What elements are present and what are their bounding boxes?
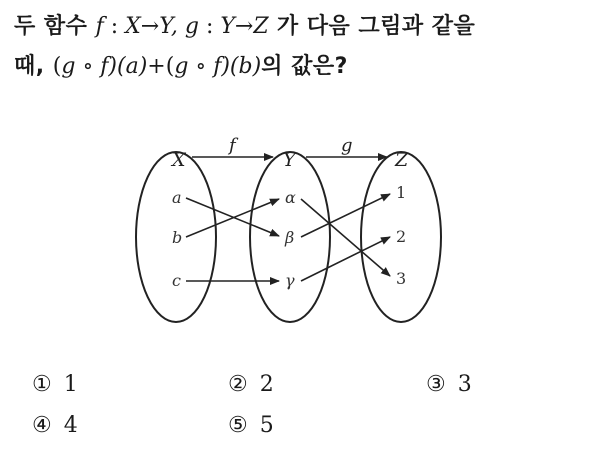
element-beta: β xyxy=(285,228,295,247)
choice-5[interactable] xyxy=(228,413,274,438)
colon: : xyxy=(103,14,126,39)
question-text: 가 다음 그림과 같을 xyxy=(268,14,476,39)
question-text: 때, xyxy=(14,54,53,79)
choice-mark: ① xyxy=(32,372,52,397)
composite-g: g xyxy=(174,54,189,79)
paren: ( xyxy=(165,54,175,79)
composite-g: g xyxy=(61,54,76,79)
choice-2[interactable] xyxy=(228,372,274,397)
g-arrow-alpha-to-3 xyxy=(301,199,390,276)
choice-mark: ③ xyxy=(426,372,446,397)
composite-f: f xyxy=(100,54,109,79)
compose-operator: ∘ xyxy=(75,54,101,79)
plus-sign: + xyxy=(147,54,166,79)
choice-mark: ⑤ xyxy=(228,413,248,438)
function-f-label: f xyxy=(229,135,236,156)
choice-1[interactable] xyxy=(32,372,78,397)
f-arrow-b-to-alpha xyxy=(186,199,279,237)
choice-mark: ④ xyxy=(32,413,52,438)
choice-value: 4 xyxy=(63,413,78,438)
choice-value: 3 xyxy=(457,372,472,397)
g-arrow-beta-to-1 xyxy=(301,194,390,237)
question-text: 두 함수 xyxy=(14,14,96,39)
question-text: 의 값은? xyxy=(261,54,348,79)
choice-value: 5 xyxy=(259,413,274,438)
function-g-label: g xyxy=(341,135,353,156)
choice-mark: ② xyxy=(228,372,248,397)
paren: ( xyxy=(52,54,62,79)
element-2: 2 xyxy=(396,227,407,246)
compose-operator: ∘ xyxy=(188,54,214,79)
choice-value: 2 xyxy=(259,372,274,397)
mapping-y-to-z: Y→Z xyxy=(220,14,269,39)
composite-f: f xyxy=(213,54,222,79)
argument-b: )(b) xyxy=(221,54,262,79)
f-arrow-a-to-beta xyxy=(186,198,279,236)
choice-3[interactable] xyxy=(426,372,472,397)
set-z-label: Z xyxy=(395,149,409,171)
g-arrow-gamma-to-2 xyxy=(301,237,390,281)
function-g: g xyxy=(177,14,199,39)
set-x-label: X xyxy=(172,149,186,171)
element-c: c xyxy=(172,271,181,290)
element-3: 3 xyxy=(396,269,407,288)
element-1: 1 xyxy=(396,183,407,202)
function-f: f xyxy=(95,14,104,39)
element-b: b xyxy=(172,228,183,247)
element-gamma: γ xyxy=(285,271,295,290)
argument-a: )(a) xyxy=(108,54,148,79)
element-alpha: α xyxy=(285,188,296,207)
choice-4[interactable] xyxy=(32,413,78,438)
mapping-x-to-y: X→Y, xyxy=(125,14,178,39)
element-a: a xyxy=(172,188,182,207)
colon: : xyxy=(199,14,221,39)
choice-value: 1 xyxy=(63,372,78,397)
set-y-label: Y xyxy=(283,149,296,171)
